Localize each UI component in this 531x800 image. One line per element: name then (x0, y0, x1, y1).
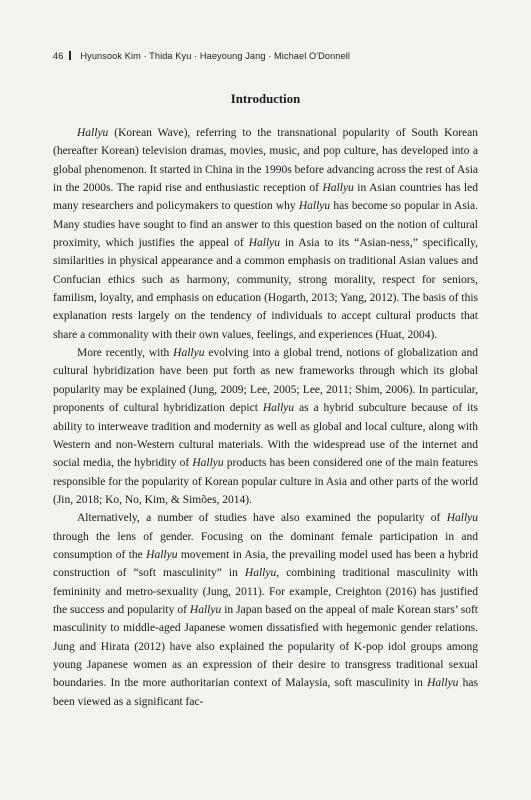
text-run: has been viewed as a significant fac- (53, 677, 478, 708)
italic-term: Hallyu (427, 677, 459, 690)
running-head (53, 51, 350, 61)
page-number: 46 (53, 51, 64, 61)
text-run: in Asia to its “Asian-ness,” specifically, similarities in physical appearance and a common emphasis on traditional Asian values and Confucian ethics such as harmony, community, strong morality, respect for seniors, familism, loyalty, and emphasis on education (Hogarth, 2013; Yang, 2012). The basis of this explanation rests largely on the tendency of individuals to accept cultural products that share a commonality with their own values, feelings, and experiences (Huat, 2004). (53, 237, 478, 341)
paragraph (53, 124, 478, 344)
italic-term: Hallyu (77, 127, 109, 139)
body-text (53, 124, 478, 711)
header-separator-rule (69, 51, 71, 60)
italic-term: Hallyu (244, 567, 277, 580)
text-run: Alternatively, a number of studies have also examined the popularity of (77, 512, 447, 525)
italic-term: Hallyu (189, 603, 222, 616)
text-run: as a hybrid subculture because of its ability to interweave tradition and modernity as well as global and local culture, along with Western and non-Western cultural materials. With the widespread use of the internet and social media, the hybridity of (53, 402, 478, 470)
italic-term: Hallyu (146, 548, 178, 561)
italic-term: Hallyu (248, 237, 281, 250)
author-list: Hyunsook Kim · Thida Kyu · Haeyoung Jang · Michael O'Donnell (80, 51, 350, 61)
italic-term: Hallyu (262, 402, 295, 415)
text-run: More recently, with (77, 347, 174, 360)
paragraph (53, 344, 478, 509)
text-run: has become so popular in Asia. Many studies have sought to find an answer to this question based on the notion of cultural proximity, which justifies the appeal of (53, 200, 478, 250)
italic-term: Hallyu (192, 457, 224, 470)
section-heading: Introduction (230, 92, 301, 106)
italic-term: Hallyu (298, 200, 331, 213)
italic-term: Hallyu (446, 512, 478, 525)
text-run: (Korean Wave), referring to the transnational popularity of South Korean (hereafter Korean) television dramas, movies, music, and pop culture, has developed into a global phenomenon. It started in China in the 1990s before advancing across the rest of Asia in the 2000s. The rapid rise and enthusiastic reception of (53, 127, 478, 195)
text-run: in Japan based on the appeal of male Korean stars’ soft masculinity to middle-aged Japanese women dissatisfied with hegemonic gender relations. Jung and Hirata (2012) have also explained the popularity of K-pop idol groups among young Japanese women as an expression of their desire to transgress traditional sexual boundaries. In the more authoritarian context of Malaysia, soft masculinity in (53, 603, 478, 690)
italic-term: Hallyu (173, 347, 205, 360)
paragraph (53, 509, 478, 711)
text-run: evolving into a global trend, notions of globalization and cultural hybridization have been put forth as new frameworks through which its global popularity may be explained (Jung, 2009; Lee, 2005; Lee, 2011; Shim, 2006). In particular, proponents of cultural hybridization depict (53, 347, 479, 415)
text-run: through the lens of gender. Focusing on the dominant female participation in and consumption of the (53, 530, 478, 561)
text-run: in Asian countries has led many researchers and policymakers to question why (53, 182, 478, 213)
text-run: products has been considered one of the main features responsible for the popularity of Korean popular culture in Asia and other parts of the world (Jin, 2018; Ko, No, Kim, & Simões, 2014). (53, 457, 478, 506)
text-run: , combining traditional masculinity with femininity and metro-sexuality (Jung, 2011). For example, Creighton (2016) has justified the success and popularity of (53, 567, 478, 616)
italic-term: Hallyu (322, 182, 354, 195)
text-run: movement in Asia, the prevailing model used has been a hybrid construction of “soft masculinity” in (53, 548, 478, 580)
